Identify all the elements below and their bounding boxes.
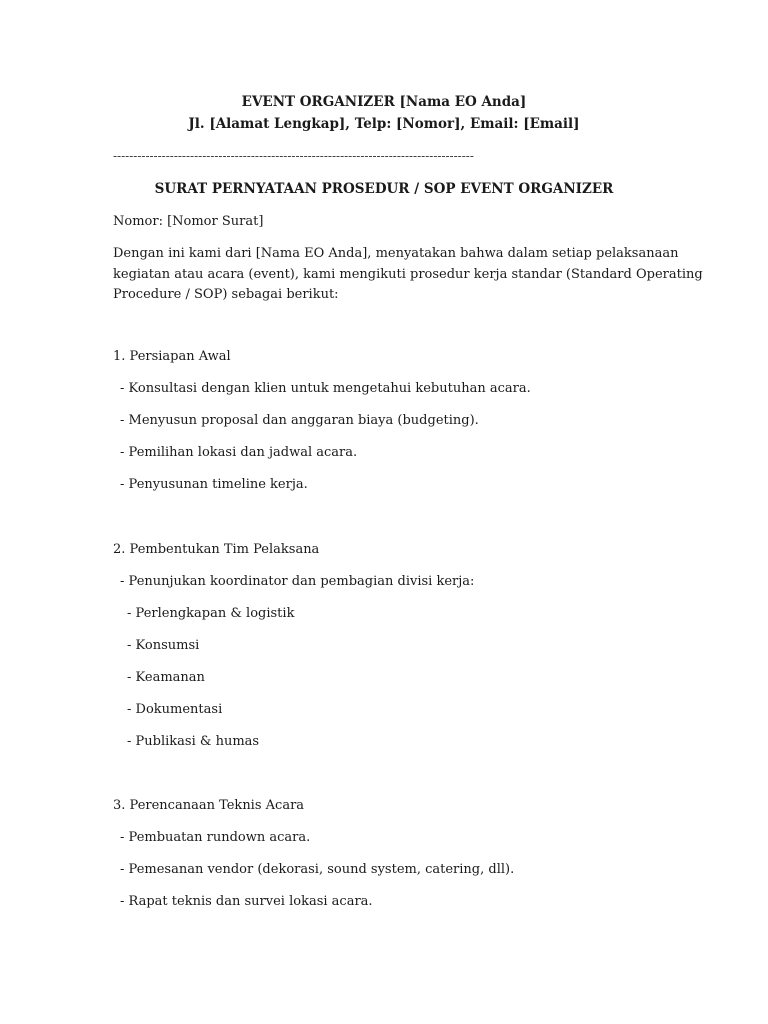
section-title: 3. Perencanaan Teknis Acara xyxy=(113,798,305,813)
list-item: - Menyusun proposal dan anggaran biaya (budgeting). xyxy=(120,413,479,428)
list-item: - Penunjukan koordinator dan pembagian divisi kerja: xyxy=(120,574,475,589)
intro-line: kegiatan atau acara (event), kami mengikuti prosedur kerja standar (Standard Operating xyxy=(113,267,703,282)
intro-line: Dengan ini kami dari [Nama EO Anda], menyatakan bahwa dalam setiap pelaksanaan xyxy=(113,246,679,261)
sub-list-item: - Publikasi & humas xyxy=(127,734,260,749)
sub-list-item: - Keamanan xyxy=(127,670,205,685)
eo-address: Jl. [Alamat Lengkap], Telp: [Nomor], Email: [Email] xyxy=(188,116,580,132)
list-item: - Penyusunan timeline kerja. xyxy=(120,477,308,492)
list-item: - Pembuatan rundown acara. xyxy=(120,830,311,845)
sub-list-item: - Konsumsi xyxy=(127,638,200,653)
section-title: 1. Persiapan Awal xyxy=(113,349,231,364)
list-item: - Pemilihan lokasi dan jadwal acara. xyxy=(120,445,358,460)
eo-title: EVENT ORGANIZER [Nama EO Anda] xyxy=(241,94,527,110)
document-heading: SURAT PERNYATAAN PROSEDUR / SOP EVENT ORGANIZER xyxy=(154,181,614,197)
document-number: Nomor: [Nomor Surat] xyxy=(113,214,264,229)
divider-line: ----------------------------------------------------------------------------------------- xyxy=(113,149,474,163)
sub-list-item: - Perlengkapan & logistik xyxy=(127,606,295,621)
list-item: - Pemesanan vendor (dekorasi, sound system, catering, dll). xyxy=(120,862,515,877)
sub-list-item: - Dokumentasi xyxy=(127,702,223,717)
intro-line: Procedure / SOP) sebagai berikut: xyxy=(113,287,339,302)
section-title: 2. Pembentukan Tim Pelaksana xyxy=(113,542,320,557)
list-item: - Rapat teknis dan survei lokasi acara. xyxy=(120,894,373,909)
list-item: - Konsultasi dengan klien untuk mengetahui kebutuhan acara. xyxy=(120,381,531,396)
